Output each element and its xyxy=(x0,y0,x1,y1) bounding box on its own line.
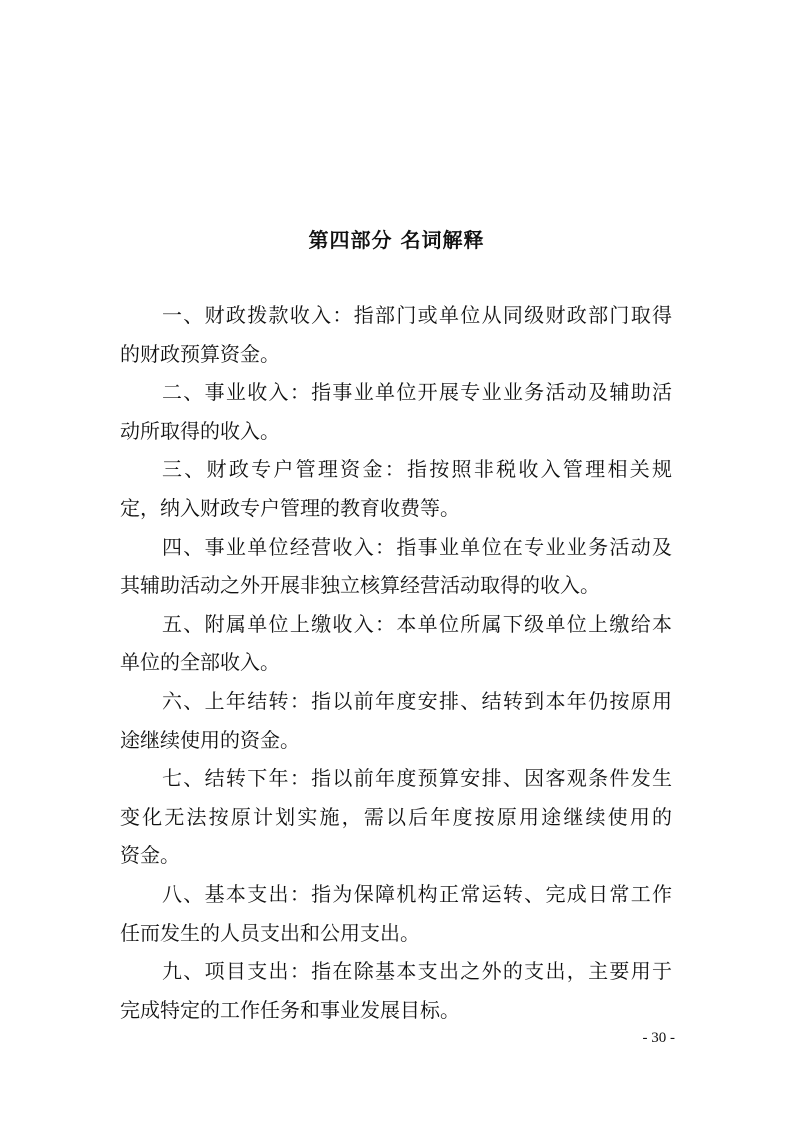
paragraph-line: 变化无法按原计划实施，需以后年度按原用途继续使用的 xyxy=(120,804,672,829)
paragraph-line: 五、附属单位上缴收入：本单位所属下级单位上缴给本 xyxy=(162,611,672,636)
page-number: - 30 - xyxy=(642,1030,675,1046)
definition-paragraph xyxy=(120,373,672,450)
definition-paragraph xyxy=(120,682,672,759)
paragraph-line: 任而发生的人员支出和公用支出。 xyxy=(120,920,420,945)
paragraph-line: 完成特定的工作任务和事业发展目标。 xyxy=(120,997,460,1022)
paragraph-line: 六、上年结转：指以前年度安排、结转到本年仍按原用 xyxy=(162,688,672,713)
section-title: 第四部分 名词解释 xyxy=(308,228,485,252)
paragraph-line: 二、事业收入：指事业单位开展专业业务活动及辅助活 xyxy=(162,380,672,405)
definition-paragraph xyxy=(120,875,672,952)
paragraph-line: 其辅助活动之外开展非独立核算经营活动取得的收入。 xyxy=(120,573,600,598)
paragraph-line: 七、结转下年：指以前年度预算安排、因客观条件发生 xyxy=(162,766,672,791)
paragraph-line: 一、财政拨款收入：指部门或单位从同级财政部门取得 xyxy=(162,303,672,327)
paragraph-line: 四、事业单位经营收入：指事业单位在专业业务活动及 xyxy=(162,534,672,559)
paragraph-line: 的财政预算资金。 xyxy=(120,341,280,366)
definition-paragraph xyxy=(120,605,672,682)
paragraph-line: 定，纳入财政专户管理的教育收费等。 xyxy=(120,495,460,520)
paragraph-line: 单位的全部收入。 xyxy=(120,650,280,675)
definition-paragraph xyxy=(120,952,672,1029)
paragraph-line: 三、财政专户管理资金：指按照非税收入管理相关规 xyxy=(162,457,672,482)
paragraph-line: 八、基本支出：指为保障机构正常运转、完成日常工作 xyxy=(162,881,672,906)
definition-paragraph xyxy=(120,450,672,527)
document-body xyxy=(120,296,672,1029)
paragraph-line: 动所取得的收入。 xyxy=(120,418,280,443)
definition-paragraph xyxy=(120,528,672,605)
paragraph-line: 资金。 xyxy=(120,843,180,868)
definition-paragraph xyxy=(120,759,672,875)
paragraph-line: 途继续使用的资金。 xyxy=(120,727,300,752)
definition-paragraph xyxy=(120,296,672,373)
paragraph-line: 九、项目支出：指在除基本支出之外的支出，主要用于 xyxy=(162,959,672,984)
